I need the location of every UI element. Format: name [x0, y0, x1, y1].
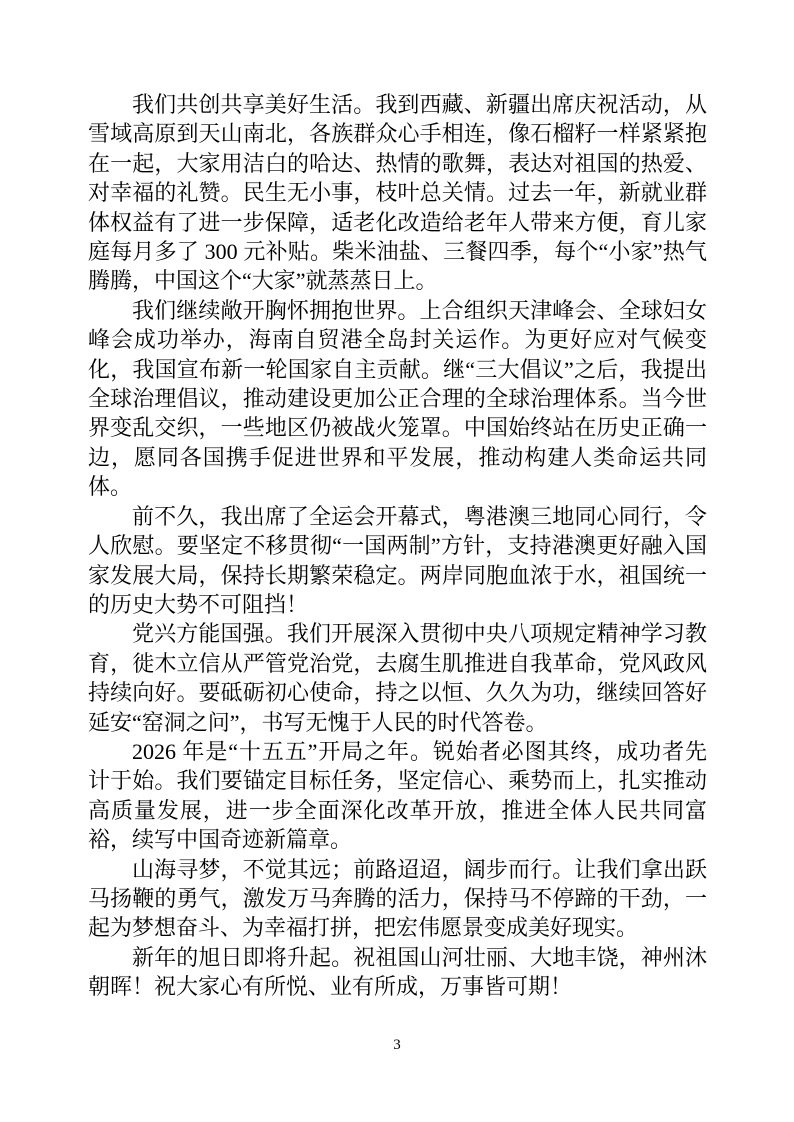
paragraph-4: 党兴方能国强。我们开展深入贯彻中央八项规定精神学习教育，徙木立信从严管党治党，去腐生肌推进自我革命，党风政风持续向好。要砥砺初心使命，持之以恒、久久为功，继续回答好延安“窑洞之问”，书写无愧于人民的时代答卷。	[88, 621, 707, 735]
paragraph-1: 我们共创共享美好生活。我到西藏、新疆出席庆祝活动，从雪域高原到天山南北，各族群众心手相连，像石榴籽一样紧紧抱在一起，大家用洁白的哈达、热情的歌舞，表达对祖国的热爱、对幸福的礼赞。民生无小事，枝叶总关情。过去一年，新就业群体权益有了进一步保障，适老化改造给老年人带来方便，育儿家庭每月多了 300 元补贴。柴米油盐、三餐四季，每个“小家”热气腾腾，中国这个“大家”就蒸蒸日上。	[88, 92, 707, 294]
document-body	[88, 90, 707, 1002]
paragraph-6: 山海寻梦，不觉其远；前路迢迢，阔步而行。让我们拿出跃马扬鞭的勇气，激发万马奔腾的活力，保持马不停蹄的干劲，一起为梦想奋斗、为幸福打拼，把宏伟愿景变成美好现实。	[88, 856, 707, 941]
paragraph-3: 前不久，我出席了全运会开幕式，粤港澳三地同心同行，令人欣慰。要坚定不移贯彻“一国两制”方针，支持港澳更好融入国家发展大局，保持长期繁荣稳定。两岸同胞血浓于水，祖国统一的历史大势不可阻挡！	[88, 503, 707, 617]
paragraph-5: 2026 年是“十五五”开局之年。锐始者必图其终，成功者先计于始。我们要锚定目标任务，坚定信心、乘势而上，扎实推动高质量发展，进一步全面深化改革开放，推进全体人民共同富裕，续写中国奇迹新篇章。	[88, 738, 707, 853]
paragraph-7: 新年的旭日即将升起。祝祖国山河壮丽、大地丰饶，神州沐朝晖！祝大家心有所悦、业有所成，万事皆可期！	[88, 944, 707, 1000]
paragraph-2: 我们继续敞开胸怀拥抱世界。上合组织天津峰会、全球妇女峰会成功举办，海南自贸港全岛封关运作。为更好应对气候变化，我国宣布新一轮国家自主贡献。继“三大倡议”之后，我提出全球治理倡议，推动建设更加公正合理的全球治理体系。当今世界变乱交织，一些地区仍被战火笼罩。中国始终站在历史正确一边，愿同各国携手促进世界和平发展，推动构建人类命运共同体。	[88, 297, 707, 500]
page-number: 3	[393, 1037, 401, 1053]
page-footer	[0, 1036, 794, 1054]
